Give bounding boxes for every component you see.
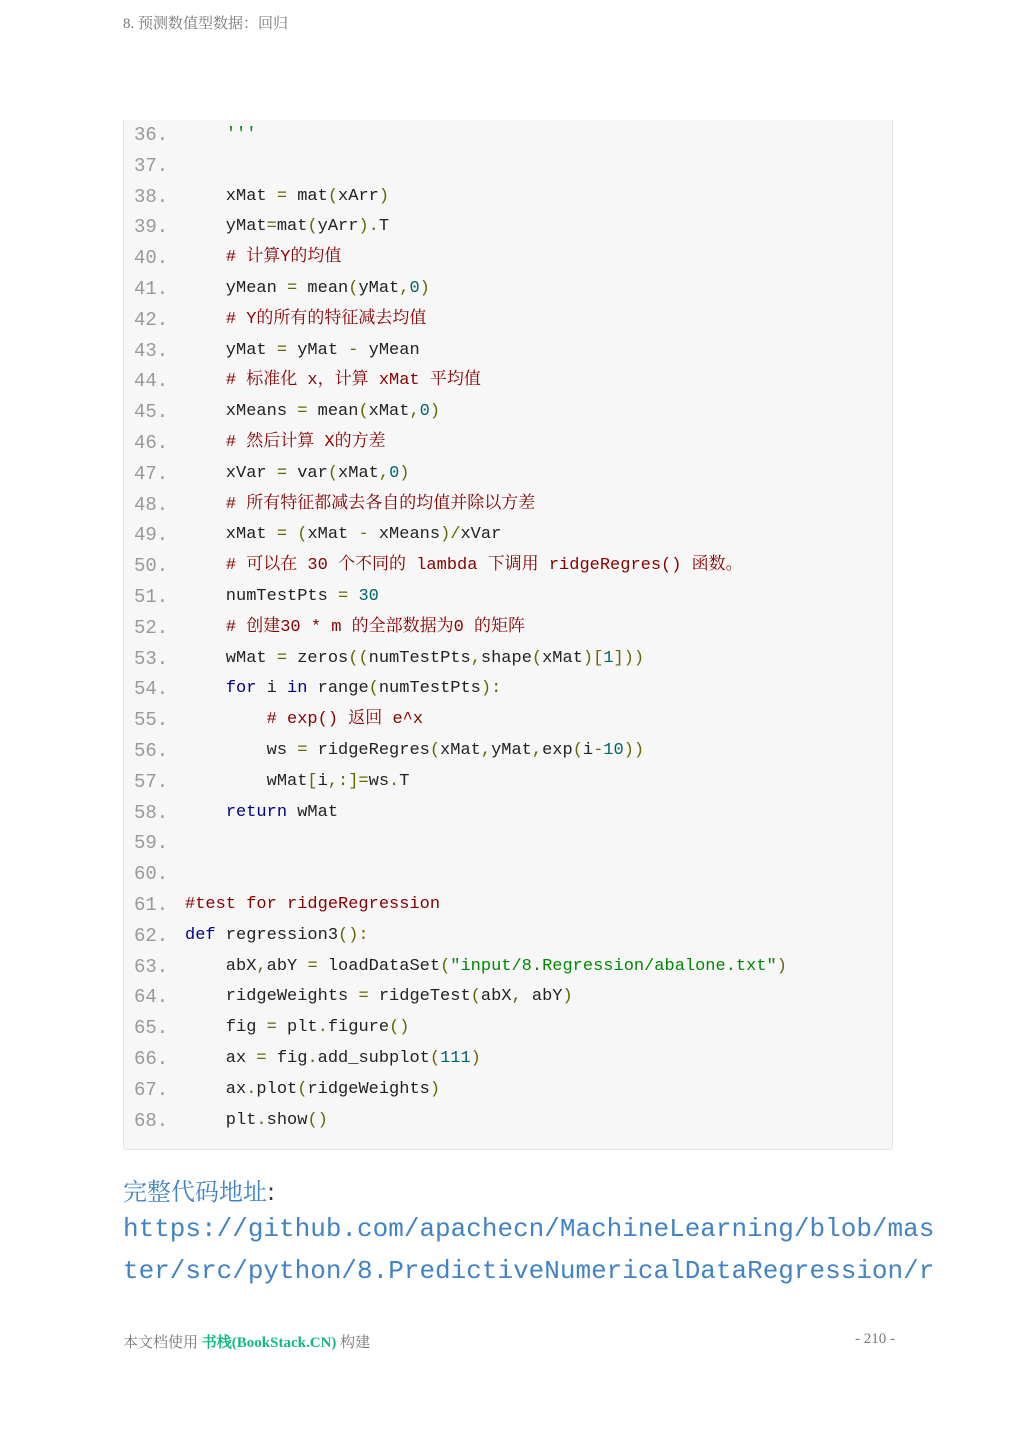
code-token: abY xyxy=(266,956,308,976)
code-text xyxy=(185,952,787,982)
code-token: ) xyxy=(419,278,430,298)
code-text xyxy=(185,767,409,797)
code-token: [ xyxy=(307,771,318,791)
line-number: 57. xyxy=(134,770,169,793)
code-token: i xyxy=(317,771,328,791)
code-token: , xyxy=(409,402,420,422)
code-line xyxy=(124,952,892,983)
code-line xyxy=(124,120,892,151)
code-token: i xyxy=(256,679,288,699)
code-token: , xyxy=(378,463,390,483)
code-token: ) xyxy=(470,1048,481,1068)
code-token: ,:]= xyxy=(327,771,369,791)
line-number: 55. xyxy=(134,709,169,732)
code-token: xArr xyxy=(338,186,379,206)
line-number: 60. xyxy=(134,863,169,886)
code-token: # 创建30 * m 的全部数据为0 的矩阵 xyxy=(225,617,526,637)
code-token: yMean xyxy=(185,278,288,298)
code-token: exp xyxy=(542,740,573,760)
line-number: 65. xyxy=(134,1017,169,1040)
code-token: ax xyxy=(185,1079,247,1099)
code-token: xMat xyxy=(185,525,277,545)
code-token: T xyxy=(378,217,390,237)
code-line xyxy=(124,1075,892,1106)
code-token: ( xyxy=(470,987,481,1007)
code-token: ) xyxy=(378,186,390,206)
line-number: 52. xyxy=(134,616,169,639)
code-token: plt xyxy=(276,1018,318,1038)
line-number: 48. xyxy=(134,493,169,516)
code-token: plt xyxy=(185,1110,257,1130)
code-token: yMat xyxy=(491,740,532,760)
code-token: ( xyxy=(368,679,379,699)
code-token: . xyxy=(317,1018,328,1038)
code-token: shape xyxy=(480,648,532,668)
code-line xyxy=(124,767,892,798)
line-number: 64. xyxy=(134,986,169,1009)
code-token: = xyxy=(276,648,288,668)
code-token: i xyxy=(582,740,594,760)
code-token: xMeans xyxy=(368,525,441,545)
code-token: ( xyxy=(572,740,583,760)
code-text xyxy=(185,705,423,735)
code-text xyxy=(185,582,379,612)
code-token: loadDataSet xyxy=(317,956,441,976)
footer-prefix: 本文档使用 xyxy=(123,1335,202,1351)
code-url-link-line-2[interactable]: ter/src/python/8.PredictiveNumericalDataRegression/r xyxy=(123,1256,935,1286)
code-token: . xyxy=(246,1079,257,1099)
line-number: 39. xyxy=(134,216,169,239)
code-token: ) xyxy=(399,463,410,483)
code-token: = xyxy=(358,987,369,1007)
code-line xyxy=(124,736,892,767)
code-token: ) xyxy=(429,1079,441,1099)
code-token: 0 xyxy=(389,463,400,483)
code-token: xVar xyxy=(460,525,502,545)
line-number: 63. xyxy=(134,955,169,978)
code-token: range xyxy=(307,679,369,699)
code-token: 0 xyxy=(419,402,430,422)
line-number: 62. xyxy=(134,924,169,947)
code-token: ridgeTest xyxy=(368,987,471,1007)
code-token: ( xyxy=(429,1048,441,1068)
code-text xyxy=(185,1075,440,1105)
code-line xyxy=(124,705,892,736)
label-colon: : xyxy=(267,1178,276,1206)
code-text xyxy=(185,428,386,458)
code-token: xVar xyxy=(185,463,277,483)
code-token: # 计算Y的均值 xyxy=(225,248,342,268)
code-line xyxy=(124,459,892,490)
code-token: , xyxy=(511,987,522,1007)
code-text xyxy=(185,305,426,335)
code-token: = xyxy=(266,217,277,237)
code-token xyxy=(185,803,226,822)
bookstack-link[interactable]: 书栈(BookStack.CN) xyxy=(201,1335,337,1351)
code-token: )) xyxy=(623,740,645,760)
code-text xyxy=(185,366,481,396)
code-line xyxy=(124,890,892,921)
code-token: = xyxy=(338,586,349,606)
code-token: yArr xyxy=(317,217,359,237)
code-token: abX xyxy=(480,987,512,1007)
code-token: , xyxy=(256,956,267,976)
code-token: plot xyxy=(256,1079,298,1099)
code-token: ). xyxy=(358,217,379,237)
code-token: - xyxy=(593,740,604,760)
code-text xyxy=(185,120,256,150)
code-token: "input/8.Regression/abalone.txt" xyxy=(450,956,777,976)
code-text xyxy=(185,736,644,766)
code-line xyxy=(124,1106,892,1137)
code-token: () xyxy=(307,1110,328,1130)
page-number: - 210 - xyxy=(855,1331,895,1347)
code-token: , xyxy=(470,648,481,668)
code-token: return xyxy=(225,802,288,822)
code-line xyxy=(124,336,892,367)
line-number: 51. xyxy=(134,585,169,608)
line-number: 37. xyxy=(134,154,169,177)
code-text xyxy=(185,243,341,273)
code-text xyxy=(185,1106,328,1136)
code-line xyxy=(124,182,892,213)
code-token: regression3 xyxy=(215,925,339,945)
code-text xyxy=(185,274,430,304)
code-token: = xyxy=(276,525,288,545)
code-token: ridgeWeights xyxy=(307,1079,430,1099)
full-code-label-text: 完整代码地址 xyxy=(123,1178,267,1206)
code-token: ( xyxy=(348,278,359,298)
code-text xyxy=(185,613,525,643)
code-token: fig xyxy=(266,1048,308,1068)
code-token: xMat xyxy=(440,740,481,760)
code-token: 1 xyxy=(603,648,614,668)
code-token: figure xyxy=(327,1018,390,1038)
code-line xyxy=(124,243,892,274)
footer-suffix: 构建 xyxy=(336,1335,371,1351)
code-line xyxy=(124,397,892,428)
running-header: 8. 预测数值型数据：回归 xyxy=(123,16,289,32)
code-token xyxy=(185,710,267,729)
code-token: 10 xyxy=(603,740,624,760)
code-text xyxy=(185,798,338,828)
code-token: ) xyxy=(562,987,573,1007)
code-token: for xyxy=(225,679,257,699)
code-token: mean xyxy=(307,402,359,422)
code-line xyxy=(124,305,892,336)
line-number: 49. xyxy=(134,524,169,547)
code-token: yMat xyxy=(185,340,277,360)
code-line xyxy=(124,1013,892,1044)
code-line xyxy=(124,428,892,459)
code-token xyxy=(185,679,226,698)
code-line xyxy=(124,982,892,1013)
code-token: show xyxy=(266,1110,308,1130)
code-token xyxy=(348,587,358,606)
code-token: )[ xyxy=(582,648,604,668)
code-text xyxy=(185,1044,481,1074)
line-number: 41. xyxy=(134,277,169,300)
code-token: - xyxy=(348,340,359,360)
code-token: ( xyxy=(297,1079,308,1099)
code-text xyxy=(185,397,440,427)
code-token: numTestPts xyxy=(185,586,339,606)
code-token xyxy=(185,618,226,637)
code-token: = xyxy=(276,186,288,206)
line-number: 58. xyxy=(134,801,169,824)
code-text xyxy=(185,212,389,242)
code-token xyxy=(185,556,226,575)
code-token xyxy=(185,248,226,267)
code-text xyxy=(185,890,440,920)
code-token: ( xyxy=(358,402,369,422)
code-token: # 所有特征都减去各自的均值并除以方差 xyxy=(225,494,536,514)
code-token: ws xyxy=(185,740,298,760)
code-token: abY xyxy=(521,987,563,1007)
code-token: ( xyxy=(440,956,451,976)
line-number: 38. xyxy=(134,185,169,208)
code-token: ax xyxy=(185,1048,257,1068)
line-number: 68. xyxy=(134,1109,169,1132)
code-token: T xyxy=(399,771,410,791)
code-token: ridgeRegres xyxy=(307,740,430,760)
code-token: ( xyxy=(327,463,339,483)
code-text xyxy=(185,551,743,581)
code-line xyxy=(124,674,892,705)
code-token: wMat xyxy=(185,648,277,668)
line-number: 45. xyxy=(134,401,169,424)
code-token: xMat xyxy=(338,463,379,483)
code-line xyxy=(124,274,892,305)
code-token: #test for ridgeRegression xyxy=(185,894,441,914)
code-token: ) xyxy=(429,402,441,422)
code-token: = xyxy=(256,1048,267,1068)
code-token: yMean xyxy=(358,340,420,360)
code-token: # 标准化 x，计算 xMat 平均值 xyxy=(225,371,481,391)
code-token: (( xyxy=(348,648,369,668)
code-line xyxy=(124,859,892,890)
code-token: )/ xyxy=(440,525,461,545)
code-token: ): xyxy=(480,679,502,699)
code-token: xMat xyxy=(368,402,410,422)
line-number: 53. xyxy=(134,647,169,670)
code-line xyxy=(124,613,892,644)
code-line xyxy=(124,366,892,397)
code-text xyxy=(185,336,420,366)
code-text xyxy=(185,1013,409,1043)
code-token: , xyxy=(531,740,543,760)
code-token: ])) xyxy=(613,648,645,668)
line-number: 50. xyxy=(134,555,169,578)
line-number: 61. xyxy=(134,893,169,916)
code-token: # exp() 返回 e^x xyxy=(266,710,424,730)
code-text xyxy=(185,921,369,951)
full-code-label xyxy=(123,1172,275,1207)
code-token: 111 xyxy=(440,1048,471,1068)
code-token: numTestPts xyxy=(368,648,471,668)
code-token: 0 xyxy=(409,278,420,298)
code-token: ( xyxy=(327,186,339,206)
code-token: numTestPts xyxy=(378,679,481,699)
code-token: wMat xyxy=(287,802,339,822)
code-token: add_subplot xyxy=(317,1048,430,1068)
code-token: mat xyxy=(287,186,328,206)
code-token: = xyxy=(287,278,298,298)
code-line xyxy=(124,151,892,182)
code-token: = xyxy=(297,402,308,422)
code-token xyxy=(287,525,297,544)
code-token: yMat xyxy=(358,278,400,298)
code-token: fig xyxy=(185,1018,267,1038)
code-token: ws xyxy=(368,771,390,791)
line-number: 56. xyxy=(134,739,169,762)
code-text xyxy=(185,982,573,1012)
code-token: xMat xyxy=(542,648,583,668)
code-line xyxy=(124,490,892,521)
code-line xyxy=(124,828,892,859)
code-token xyxy=(185,495,226,514)
code-text xyxy=(185,459,409,489)
code-token: var xyxy=(287,463,328,483)
code-token: ''' xyxy=(225,125,257,144)
code-token: = xyxy=(307,956,318,976)
code-token: # 可以在 30 个不同的 lambda 下调用 ridgeRegres() 函数。 xyxy=(225,556,743,576)
code-line xyxy=(124,644,892,675)
code-token: , xyxy=(480,740,492,760)
code-token: . xyxy=(307,1048,318,1068)
code-token: in xyxy=(287,679,308,699)
code-line xyxy=(124,1044,892,1075)
code-token: ( xyxy=(429,740,441,760)
code-lines xyxy=(124,120,892,1136)
code-token: zeros xyxy=(287,648,349,668)
footer-credit xyxy=(123,1331,370,1352)
code-line xyxy=(124,921,892,952)
code-token: ( xyxy=(531,648,543,668)
code-line xyxy=(124,798,892,829)
code-token: , xyxy=(399,278,410,298)
line-number: 67. xyxy=(134,1078,169,1101)
code-token: xMat xyxy=(307,525,359,545)
code-token: = xyxy=(297,740,308,760)
line-number: 54. xyxy=(134,678,169,701)
code-token: # Y的所有的特征减去均值 xyxy=(225,309,427,329)
code-text xyxy=(185,674,501,704)
line-number: 40. xyxy=(134,247,169,270)
code-token: yMat xyxy=(185,217,267,237)
code-token: mat xyxy=(276,217,308,237)
line-number: 44. xyxy=(134,370,169,393)
line-number: 47. xyxy=(134,462,169,485)
code-token: ( xyxy=(307,217,318,237)
code-block xyxy=(123,120,893,1150)
code-token: (): xyxy=(338,925,369,945)
code-token: . xyxy=(256,1110,267,1130)
line-number: 46. xyxy=(134,431,169,454)
code-token: ) xyxy=(776,956,787,976)
code-token: 30 xyxy=(358,586,379,606)
code-token: = xyxy=(266,1018,277,1038)
code-text xyxy=(185,644,644,674)
line-number: 42. xyxy=(134,308,169,331)
code-token: ridgeWeights xyxy=(185,987,359,1007)
code-token xyxy=(185,125,226,144)
code-line xyxy=(124,551,892,582)
code-line xyxy=(124,582,892,613)
code-token xyxy=(185,371,226,390)
code-text xyxy=(185,182,389,212)
line-number: 59. xyxy=(134,832,169,855)
line-number: 43. xyxy=(134,339,169,362)
code-line xyxy=(124,520,892,551)
code-token: = xyxy=(276,340,288,360)
code-token: wMat xyxy=(185,771,308,791)
code-token: abX xyxy=(185,956,257,976)
code-token xyxy=(185,310,226,329)
code-token: xMeans xyxy=(185,402,298,422)
code-token: () xyxy=(389,1018,410,1038)
code-token: . xyxy=(389,771,400,791)
code-token: xMat xyxy=(185,186,277,206)
code-token: yMat xyxy=(287,340,349,360)
line-number: 36. xyxy=(134,124,169,146)
code-token: - xyxy=(358,525,369,545)
code-url-link-line-1[interactable]: https://github.com/apachecn/MachineLearning/blob/mas xyxy=(123,1214,935,1244)
code-text xyxy=(185,490,535,520)
code-token xyxy=(185,433,226,452)
line-number: 66. xyxy=(134,1047,169,1070)
code-token: def xyxy=(185,925,216,945)
code-text xyxy=(185,520,501,550)
code-token: ( xyxy=(297,525,308,545)
code-token: # 然后计算 X的方差 xyxy=(225,432,386,452)
code-line xyxy=(124,212,892,243)
code-token: = xyxy=(276,463,288,483)
code-token: mean xyxy=(297,278,349,298)
